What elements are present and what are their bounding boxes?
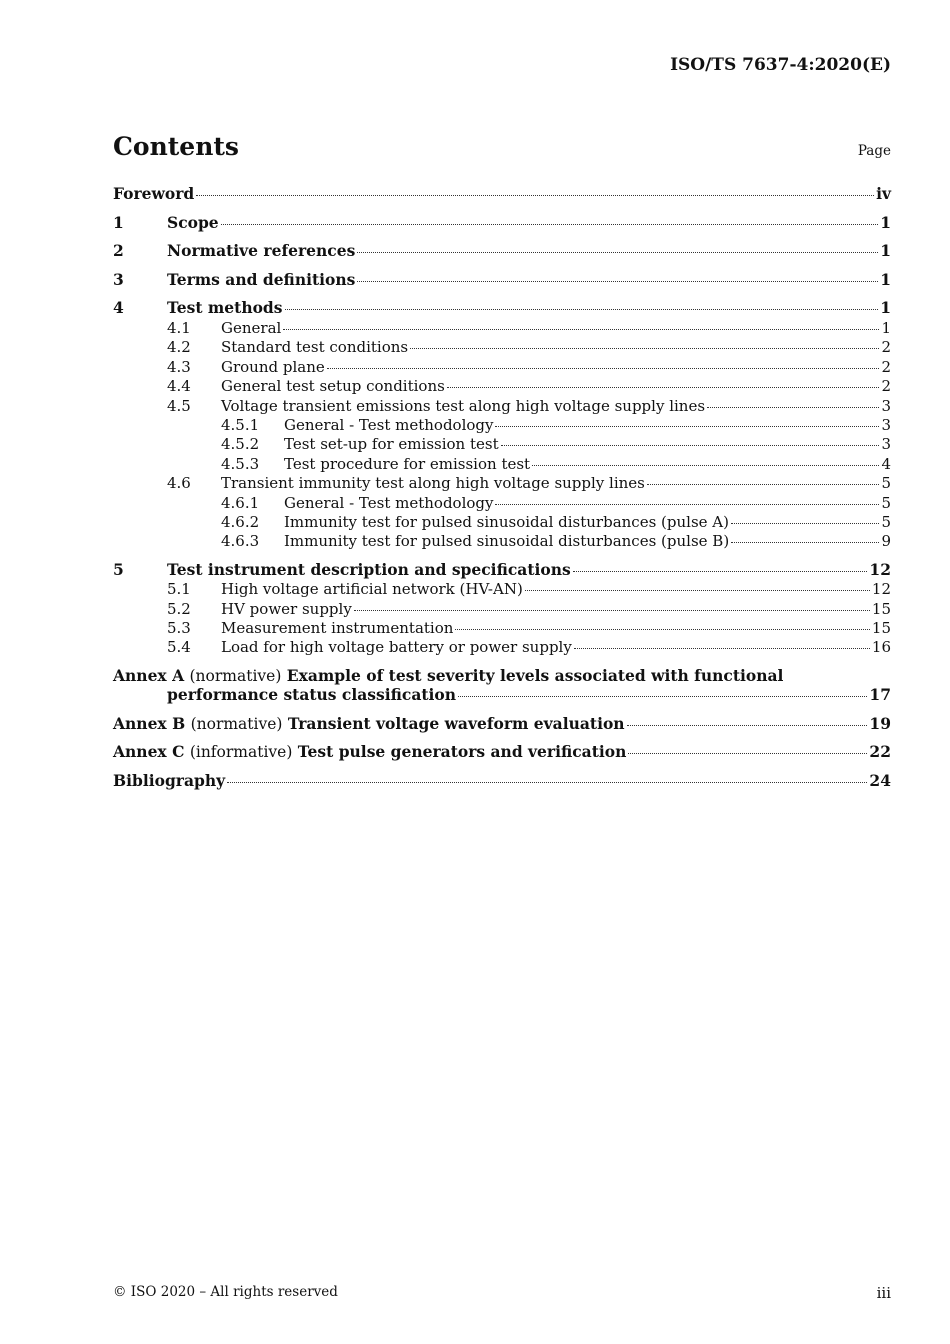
- annex-b-heading: [113, 714, 625, 733]
- toc-number: 4.3: [167, 357, 191, 376]
- annex-label: Annex C: [113, 742, 185, 762]
- dot-leader: [628, 753, 867, 754]
- annex-kind: (normative): [190, 714, 283, 733]
- toc-number: 5.1: [167, 580, 191, 599]
- toc-page: 1: [880, 298, 891, 317]
- toc-page: 12: [869, 560, 891, 580]
- annex-c-heading: [113, 742, 626, 761]
- toc-page: 4: [881, 454, 891, 473]
- dot-leader: [354, 610, 870, 611]
- toc-title: Load for high voltage battery or power supply: [221, 638, 572, 657]
- toc-title: Bibliography: [113, 770, 226, 790]
- dot-leader: [327, 368, 880, 369]
- toc-title: Foreword: [113, 184, 195, 203]
- toc-number: 5: [113, 560, 124, 580]
- toc-number: 4.1: [167, 319, 191, 337]
- toc-entry-4-6[interactable]: [113, 474, 891, 493]
- toc-title: General - Test methodology: [284, 493, 494, 512]
- toc-page: 17: [869, 685, 891, 705]
- toc-page: 3: [881, 396, 891, 415]
- dot-leader: [357, 252, 878, 253]
- toc-number: 4.5: [167, 396, 191, 415]
- toc-number: 5.2: [167, 599, 191, 618]
- dot-leader: [574, 648, 870, 649]
- toc-entry-4-6-1[interactable]: [113, 494, 891, 513]
- toc-title: Test methods: [167, 298, 283, 317]
- toc-entry-4-3[interactable]: [113, 358, 891, 377]
- toc-entry-4-2[interactable]: [113, 338, 891, 357]
- dot-leader: [221, 224, 879, 225]
- toc-page: 15: [871, 619, 891, 638]
- toc-page: 2: [881, 357, 891, 376]
- annex-title-line1: Example of test severity levels associated with functional: [286, 666, 784, 686]
- toc-page: 15: [871, 599, 891, 618]
- toc-title: Standard test conditions: [221, 338, 409, 357]
- dot-leader: [627, 725, 868, 726]
- toc-page: 22: [869, 742, 891, 762]
- annex-label: Annex A: [113, 666, 185, 686]
- toc-entry-bibliography[interactable]: [113, 771, 891, 800]
- toc-title: Immunity test for pulsed sinusoidal disturbances (pulse A): [284, 512, 729, 531]
- dot-leader: [283, 329, 879, 330]
- annex-kind: (normative): [189, 667, 282, 686]
- annex-a-line2: [113, 685, 891, 714]
- toc-page: iv: [876, 184, 891, 203]
- toc-number: 4.4: [167, 377, 191, 396]
- toc-entry-1[interactable]: [113, 213, 891, 242]
- copyright-notice: © ISO 2020 – All rights reserved: [113, 1284, 338, 1300]
- page-column-label: Page: [857, 143, 891, 159]
- toc-entry-foreword[interactable]: [113, 184, 891, 213]
- toc-entry-4-5-3[interactable]: [113, 455, 891, 474]
- toc-number: 4.6.3: [221, 532, 260, 551]
- toc-entry-4-5-2[interactable]: [113, 435, 891, 454]
- toc-number: 3: [113, 269, 124, 289]
- dot-leader: [731, 523, 879, 524]
- toc-title: Voltage transient emissions test along high voltage supply lines: [221, 396, 706, 415]
- toc-page: 2: [881, 338, 891, 357]
- toc-number: 4.6: [167, 474, 191, 493]
- toc-page: 16: [871, 638, 891, 657]
- contents-heading-row: [113, 132, 891, 161]
- toc-page: 1: [881, 319, 891, 337]
- dot-leader: [455, 629, 870, 630]
- toc-page: 5: [881, 474, 891, 493]
- dot-leader: [495, 504, 879, 505]
- page-number: iii: [876, 1284, 891, 1302]
- toc-number: 5.4: [167, 638, 191, 657]
- toc-entry-4-1[interactable]: [113, 319, 891, 338]
- dot-leader: [410, 348, 879, 349]
- toc-title: General test setup conditions: [221, 377, 445, 396]
- toc-number: 4.2: [167, 338, 191, 357]
- toc-entry-5-1[interactable]: [113, 580, 891, 599]
- toc-title: Measurement instrumentation: [221, 619, 454, 638]
- table-of-contents: [113, 184, 891, 799]
- annex-title: Test pulse generators and verification: [297, 742, 627, 762]
- toc-number: 4.6.2: [221, 512, 260, 531]
- toc-page: 9: [881, 532, 891, 551]
- toc-number: 5.3: [167, 619, 191, 638]
- toc-entry-4-5-1[interactable]: [113, 416, 891, 435]
- toc-entry-3[interactable]: [113, 270, 891, 299]
- toc-number: 4.5.2: [221, 435, 260, 454]
- toc-entry-annex-a[interactable]: [113, 666, 891, 714]
- toc-entry-4-6-2[interactable]: [113, 513, 891, 532]
- toc-title: Scope: [167, 212, 219, 232]
- dot-leader: [532, 465, 879, 466]
- annex-a-line1: [113, 666, 891, 685]
- toc-title: Normative references: [167, 241, 356, 260]
- toc-page: 3: [881, 435, 891, 454]
- annex-title-line2: performance status classification: [167, 685, 457, 705]
- toc-title: General - Test methodology: [284, 415, 494, 434]
- toc-title: Test instrument description and specifications: [167, 560, 571, 580]
- toc-page: 19: [869, 713, 891, 733]
- toc-entry-4[interactable]: [113, 298, 891, 319]
- dot-leader: [495, 426, 879, 427]
- toc-title: High voltage artificial network (HV-AN): [221, 580, 523, 599]
- toc-entry-annex-b[interactable]: [113, 714, 891, 743]
- dot-leader: [227, 782, 867, 783]
- toc-entry-4-5[interactable]: [113, 397, 891, 416]
- toc-entry-annex-c[interactable]: [113, 742, 891, 771]
- toc-entry-5-3[interactable]: [113, 619, 891, 638]
- page-footer: [113, 1284, 891, 1302]
- toc-title: Transient immunity test along high voltage supply lines: [221, 474, 645, 493]
- toc-title: General: [221, 319, 282, 337]
- dot-leader: [196, 195, 874, 196]
- toc-entry-4-4[interactable]: [113, 377, 891, 396]
- toc-page: 1: [880, 212, 891, 232]
- toc-page: 12: [871, 580, 891, 599]
- toc-title: Test set-up for emission test: [284, 435, 499, 454]
- toc-page: 1: [880, 269, 891, 289]
- toc-page: 5: [881, 512, 891, 531]
- annex-kind: (informative): [189, 743, 293, 762]
- toc-number: 1: [113, 212, 124, 232]
- dot-leader: [501, 445, 880, 446]
- dot-leader: [525, 590, 870, 591]
- toc-title: Test procedure for emission test: [284, 454, 531, 473]
- toc-page: 1: [880, 241, 891, 260]
- annex-label: Annex B: [113, 713, 186, 733]
- toc-page: 5: [881, 493, 891, 512]
- dot-leader: [707, 407, 879, 408]
- toc-title: Terms and definitions: [167, 269, 356, 289]
- document-id: ISO/TS 7637-4:2020(E): [670, 55, 891, 75]
- dot-leader: [458, 696, 867, 697]
- dot-leader: [357, 281, 878, 282]
- toc-entry-5-2[interactable]: [113, 600, 891, 619]
- toc-number: 2: [113, 241, 124, 260]
- toc-page: 3: [881, 415, 891, 434]
- toc-entry-4-6-3[interactable]: [113, 532, 891, 560]
- toc-title: HV power supply: [221, 599, 352, 618]
- dot-leader: [447, 387, 880, 388]
- toc-number: 4: [113, 298, 124, 317]
- dot-leader: [285, 309, 879, 310]
- toc-number: 4.5.1: [221, 415, 260, 434]
- dot-leader: [731, 542, 879, 543]
- toc-entry-5[interactable]: [113, 560, 891, 580]
- annex-title: Transient voltage waveform evaluation: [287, 713, 625, 733]
- toc-title: Ground plane: [221, 357, 325, 376]
- dot-leader: [647, 484, 880, 485]
- toc-number: 4.5.3: [221, 454, 260, 473]
- toc-entry-2[interactable]: [113, 241, 891, 270]
- toc-page: 2: [881, 377, 891, 396]
- dot-leader: [573, 571, 868, 572]
- contents-title: Contents: [113, 132, 240, 161]
- toc-title: Immunity test for pulsed sinusoidal disturbances (pulse B): [284, 532, 730, 551]
- toc-entry-5-4[interactable]: [113, 638, 891, 666]
- toc-number: 4.6.1: [221, 493, 260, 512]
- toc-page: 24: [869, 770, 891, 790]
